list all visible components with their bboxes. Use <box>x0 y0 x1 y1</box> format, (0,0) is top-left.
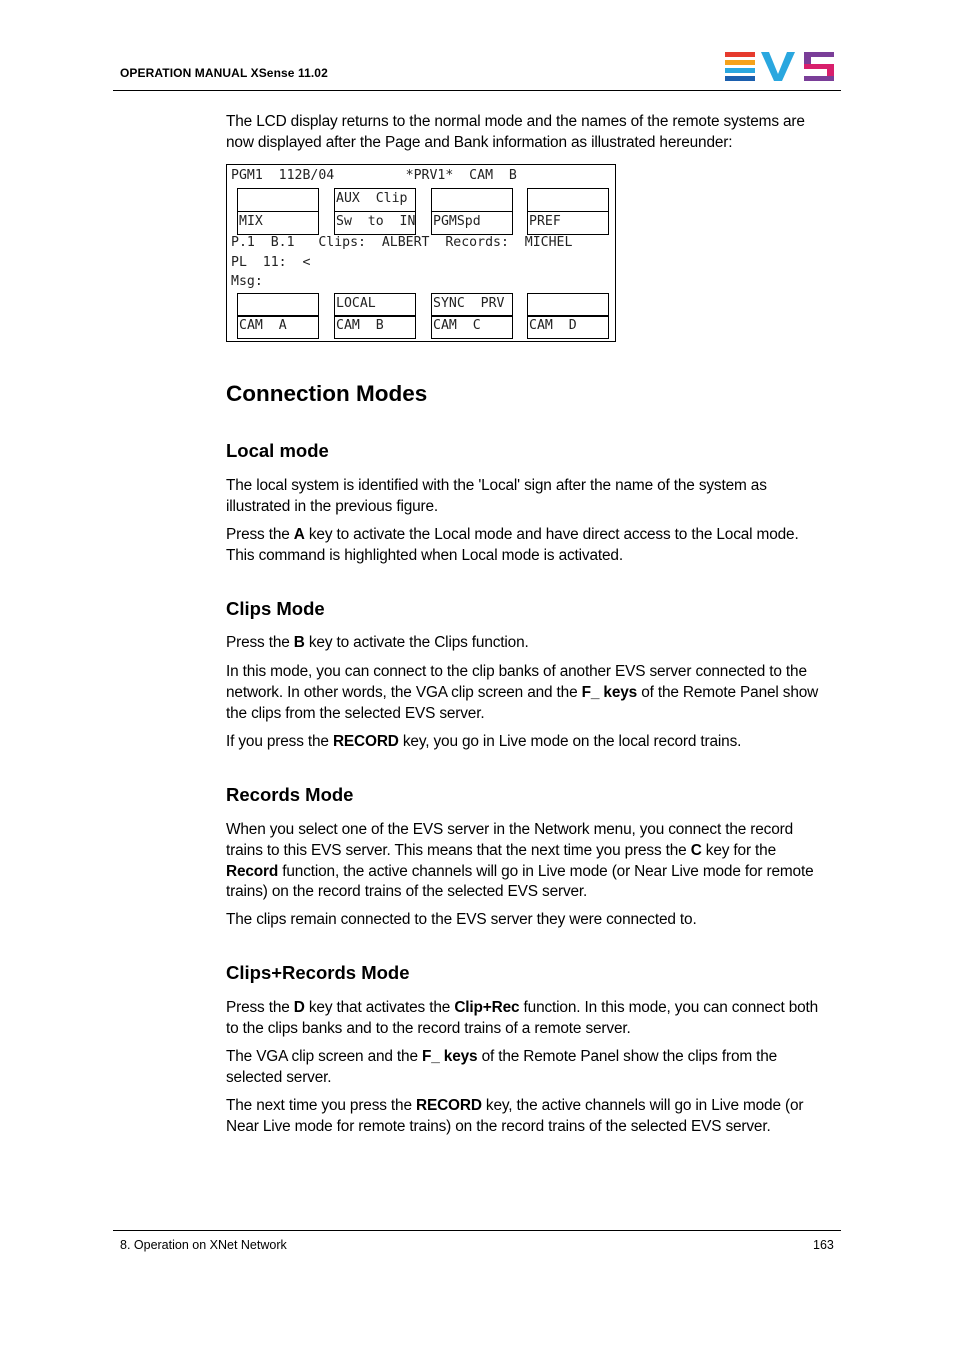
lcd-box <box>431 188 513 212</box>
clips-mode-paragraph-2: In this mode, you can connect to the clip banks of another EVS server connected to the network. In other words, the VGA clip screen and the F_ keys of the Remote Panel show the clips from the selected EVS server. <box>226 663 819 722</box>
lcd-pl-line: PL 11: < <box>231 255 311 270</box>
footer-rule <box>113 1230 841 1231</box>
header-title: OPERATION MANUAL XSense 11.02 <box>120 66 328 80</box>
records-mode-paragraph-2: The clips remain connected to the EVS server they were connected to. <box>226 911 697 928</box>
lcd-box: Sw to IN <box>334 211 416 235</box>
lcd-box: CAM A <box>237 315 319 339</box>
lcd-row-top: PGM1 112B/04 *PRV1* CAM B <box>231 168 517 183</box>
clips-mode-paragraph-3: If you press the RECORD key, you go in Live mode on the local record trains. <box>226 733 742 750</box>
local-mode-paragraph-1: The local system is identified with the 'Local' sign after the name of the system as illustrated in the previous figure. <box>226 477 767 515</box>
clips-records-paragraph-1: Press the D key that activates the Clip+Rec function. In this mode, you can connect both to the clips banks and to the record trains of a remote server. <box>226 999 819 1037</box>
lcd-page-bank-line: P.1 B.1 Clips: ALBERT Records: MICHEL <box>231 235 573 250</box>
lcd-box <box>237 188 319 212</box>
evs-logo <box>725 52 835 82</box>
lcd-box: PGMSpd <box>431 211 513 235</box>
lcd-box <box>527 293 609 317</box>
clips-mode-paragraph-1: Press the B key to activate the Clips function. <box>226 634 529 651</box>
lcd-box: MIX <box>237 211 319 235</box>
lcd-box <box>527 188 609 212</box>
lcd-box: LOCAL <box>334 293 416 317</box>
lcd-box <box>237 293 319 317</box>
local-mode-heading: Local mode <box>226 440 329 461</box>
section-title: Connection Modes <box>226 381 428 406</box>
records-mode-paragraph-1: When you select one of the EVS server in the Network menu, you connect the record trains to this EVS server. This means that the next time you press the C key for the Record function, the active channels will go in Live mode (or Near Live mode for remote trains) on the record trains of the selected EVS server. <box>226 821 814 901</box>
clips-records-mode-heading: Clips+Records Mode <box>226 962 410 983</box>
page-number: 163 <box>813 1238 834 1252</box>
lcd-box: AUX Clip <box>334 188 416 212</box>
lcd-display <box>226 164 616 342</box>
lcd-box: CAM B <box>334 315 416 339</box>
clips-mode-heading: Clips Mode <box>226 598 325 619</box>
lcd-box: SYNC PRV <box>431 293 513 317</box>
clips-records-paragraph-2: The VGA clip screen and the F_ keys of the Remote Panel show the clips from the selected server. <box>226 1048 778 1086</box>
intro-paragraph: The LCD display returns to the normal mode and the names of the remote systems are now displayed after the Page and Bank information as illustrated hereunder: <box>226 113 805 151</box>
lcd-box: CAM D <box>527 315 609 339</box>
clips-records-paragraph-3: The next time you press the RECORD key, the active channels will go in Live mode (or Near Live mode for remote trains) on the record trains of the selected EVS server. <box>226 1097 804 1135</box>
local-mode-paragraph-2: Press the A key to activate the Local mode and have direct access to the Local mode. This command is highlighted when Local mode is activated. <box>226 526 799 564</box>
lcd-msg-line: Msg: <box>231 274 263 289</box>
lcd-box: CAM C <box>431 315 513 339</box>
footer-chapter: 8. Operation on XNet Network <box>120 1238 287 1252</box>
records-mode-heading: Records Mode <box>226 784 354 805</box>
header-rule <box>113 90 841 91</box>
lcd-box: PREF <box>527 211 609 235</box>
